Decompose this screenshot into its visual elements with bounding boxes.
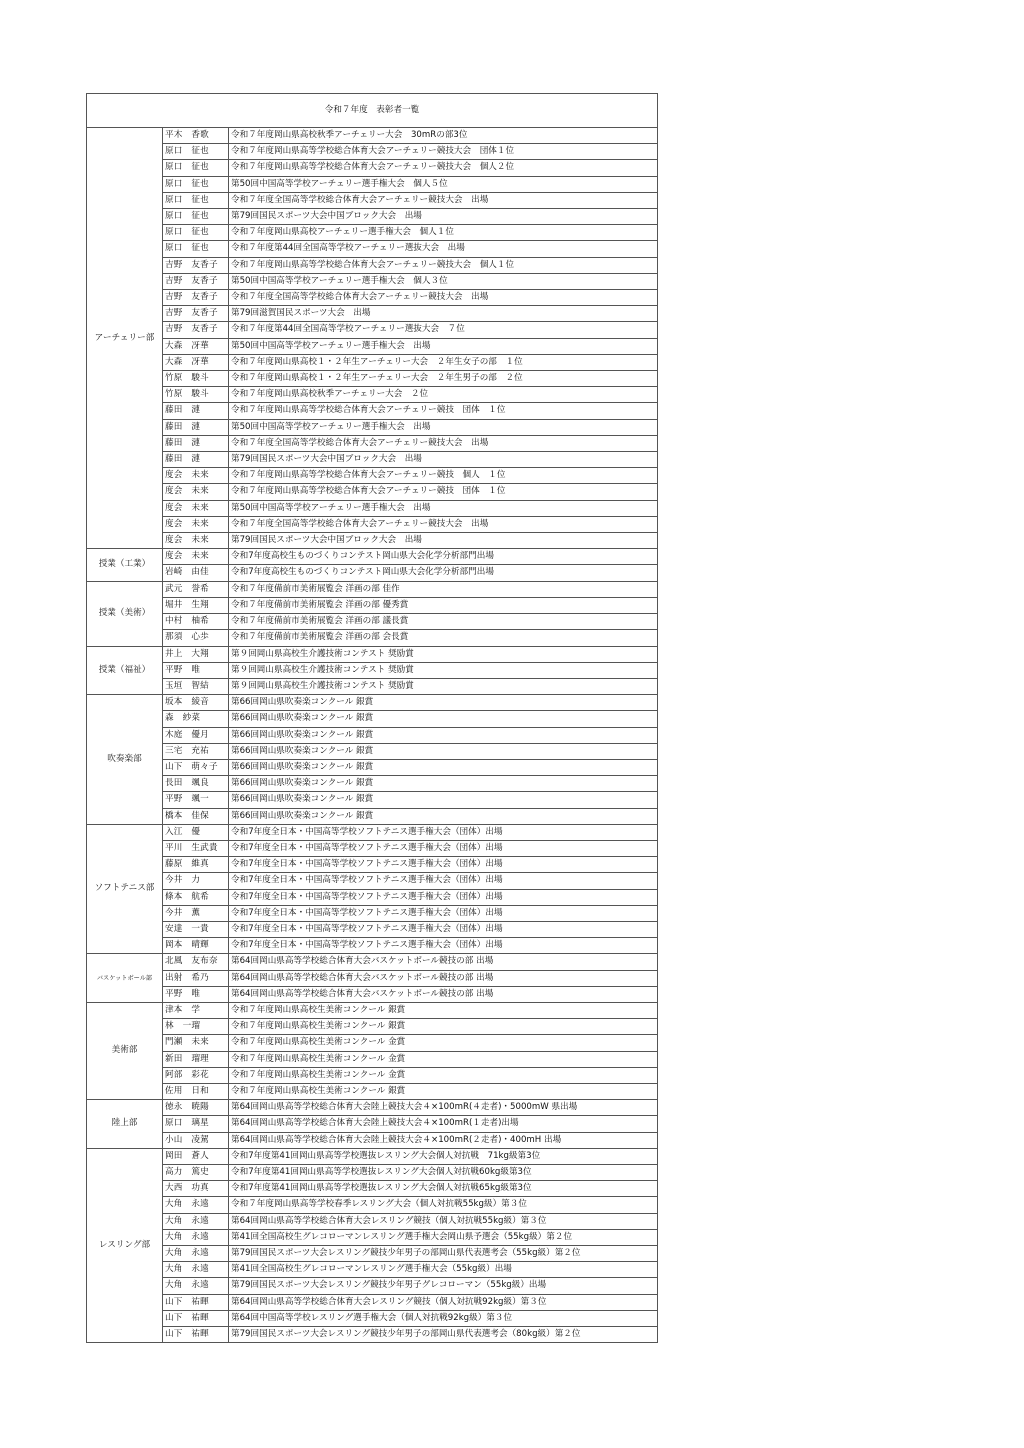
award-cell: 第９回岡山県高校生介護技術コンテスト 奨励賞 (229, 662, 658, 678)
table-row (87, 808, 658, 824)
name-cell: 吉野 友香子 (163, 290, 229, 306)
table-row (87, 1019, 658, 1035)
name-cell: 大角 永遠 (163, 1197, 229, 1213)
award-cell: 令和７年度第44回全国高等学校アーチェリー選抜大会 出場 (229, 241, 658, 257)
table-row (87, 840, 658, 856)
table-row (87, 468, 658, 484)
name-cell: 大森 冴華 (163, 354, 229, 370)
name-cell: 竹原 駿斗 (163, 387, 229, 403)
award-cell: 第79回滋賀国民スポーツ大会 出場 (229, 306, 658, 322)
table-row (87, 759, 658, 775)
award-cell: 第50回中国高等学校アーチェリー選手権大会 出場 (229, 419, 658, 435)
award-cell: 第79回国民スポーツ大会レスリング競技少年男子の部岡山県代表選考会（80kg級）第２位 (229, 1327, 658, 1343)
award-cell: 第66回岡山県吹奏楽コンクール 銀賞 (229, 792, 658, 808)
table-row (87, 257, 658, 273)
award-cell: 第50回中国高等学校アーチェリー選手権大会 出場 (229, 338, 658, 354)
award-cell: 令和７年度岡山県高校生美術コンクール 金賞 (229, 1051, 658, 1067)
award-cell: 令和７年度岡山県高校生美術コンクール 銀賞 (229, 1083, 658, 1099)
award-cell: 第50回中国高等学校アーチェリー選手権大会 個人５位 (229, 176, 658, 192)
name-cell: 林 一瑠 (163, 1019, 229, 1035)
name-cell: 度会 未来 (163, 468, 229, 484)
name-cell: 出射 希乃 (163, 970, 229, 986)
name-cell: 吉野 友香子 (163, 306, 229, 322)
name-cell: 度会 未来 (163, 549, 229, 565)
table-row (87, 1035, 658, 1051)
award-cell: 第66回岡山県吹奏楽コンクール 銀賞 (229, 743, 658, 759)
table-row (87, 1002, 658, 1018)
table-row (87, 970, 658, 986)
award-cell: 令和７年度岡山県高校１・２年生アーチェリー大会 ２年生女子の部 １位 (229, 354, 658, 370)
award-cell: 令和7年度全日本・中国高等学校ソフトテニス選手権大会（団体）出場 (229, 840, 658, 856)
award-cell: 令和７年度岡山県高等学校総合体育大会アーチェリー競技大会 個人２位 (229, 160, 658, 176)
award-cell: 令和7年度全日本・中国高等学校ソフトテニス選手権大会（団体）出場 (229, 938, 658, 954)
name-cell: 武元 誉希 (163, 581, 229, 597)
award-cell: 第79回国民スポーツ大会中国ブロック大会 出場 (229, 452, 658, 468)
table-row (87, 695, 658, 711)
table-row (87, 792, 658, 808)
award-cell: 令和７年度岡山県高等学校総合体育大会アーチェリー競技大会 個人１位 (229, 257, 658, 273)
award-cell: 第66回岡山県吹奏楽コンクール 銀賞 (229, 695, 658, 711)
title-row (87, 94, 658, 128)
category-cell: 陸上部 (87, 1100, 163, 1149)
name-cell: 吉野 友香子 (163, 273, 229, 289)
award-cell: 令和７年度備前市美術展覧会 洋画の部 佳作 (229, 581, 658, 597)
category-cell: 授業（工業） (87, 549, 163, 581)
name-cell: 原口 征也 (163, 176, 229, 192)
table-row (87, 986, 658, 1002)
award-cell: 第64回岡山県高等学校総合体育大会レスリング競技（個人対抗戦55kg級）第３位 (229, 1213, 658, 1229)
award-cell: 令和７年度岡山県高校１・２年生アーチェリー大会 ２年生男子の部 ２位 (229, 371, 658, 387)
award-cell: 令和７年度岡山県高校秋季アーチェリー大会 30mRの部3位 (229, 128, 658, 144)
table-row (87, 824, 658, 840)
name-cell: 平野 唯 (163, 986, 229, 1002)
name-cell: 山下 祐暉 (163, 1327, 229, 1343)
awards-table (86, 93, 658, 1343)
award-cell: 令和７年度岡山県高校生美術コンクール 銀賞 (229, 1002, 658, 1018)
name-cell: 三宅 充祐 (163, 743, 229, 759)
table-row (87, 921, 658, 937)
category-cell: レスリング部 (87, 1148, 163, 1342)
category-cell: 授業（福祉） (87, 646, 163, 695)
name-cell: 藤田 漣 (163, 452, 229, 468)
category-cell: バスケットボール部 (87, 954, 163, 1003)
award-cell: 令和７年度岡山県高等学校春季レスリング大会（個人対抗戦55kg級）第３位 (229, 1197, 658, 1213)
table-row (87, 435, 658, 451)
table-row (87, 273, 658, 289)
award-cell: 第64回岡山県高等学校総合体育大会陸上競技大会４×100mR(１走者)出場 (229, 1116, 658, 1132)
table-row (87, 1083, 658, 1099)
name-cell: 原口 征也 (163, 209, 229, 225)
table-row (87, 873, 658, 889)
name-cell: 今井 薫 (163, 905, 229, 921)
name-cell: 今井 力 (163, 873, 229, 889)
name-cell: 新田 瑠理 (163, 1051, 229, 1067)
name-cell: 平野 唯 (163, 662, 229, 678)
table-row (87, 938, 658, 954)
award-cell: 令和7年度全日本・中国高等学校ソフトテニス選手権大会（団体）出場 (229, 857, 658, 873)
award-cell: 令和７年度全国高等学校総合体育大会アーチェリー競技大会 出場 (229, 192, 658, 208)
name-cell: 吉野 友香子 (163, 257, 229, 273)
award-cell: 令和7年度全日本・中国高等学校ソフトテニス選手権大会（団体）出場 (229, 889, 658, 905)
award-cell: 令和７年度岡山県高等学校総合体育大会アーチェリー競技 団体 １位 (229, 403, 658, 419)
name-cell: 藤田 漣 (163, 435, 229, 451)
table-row (87, 1310, 658, 1326)
name-cell: 原口 征也 (163, 241, 229, 257)
award-cell: 令和７年度岡山県高校アーチェリー選手権大会 個人１位 (229, 225, 658, 241)
name-cell: 岩崎 由佳 (163, 565, 229, 581)
table-row (87, 1116, 658, 1132)
award-cell: 第50回中国高等学校アーチェリー選手権大会 個人３位 (229, 273, 658, 289)
award-cell: 令和７年度全国高等学校総合体育大会アーチェリー競技大会 出場 (229, 290, 658, 306)
name-cell: 大角 永遠 (163, 1213, 229, 1229)
name-cell: 度会 未来 (163, 500, 229, 516)
award-cell: 第79回国民スポーツ大会レスリング競技少年男子の部岡山県代表選考会（55kg級）第２位 (229, 1246, 658, 1262)
name-cell: 阿部 彩花 (163, 1067, 229, 1083)
table-row (87, 565, 658, 581)
name-cell: 小山 凌駕 (163, 1132, 229, 1148)
table-row (87, 338, 658, 354)
table-row (87, 1051, 658, 1067)
table-row (87, 889, 658, 905)
table-row (87, 354, 658, 370)
name-cell: 橋本 佳保 (163, 808, 229, 824)
award-cell: 令和７年度第44回全国高等学校アーチェリー選抜大会 ７位 (229, 322, 658, 338)
award-cell: 第41回全国高校生グレコローマンレスリング選手権大会岡山県予選会（55kg級）第２位 (229, 1229, 658, 1245)
name-cell: 津本 学 (163, 1002, 229, 1018)
table-row (87, 144, 658, 160)
table-row (87, 549, 658, 565)
table-row (87, 776, 658, 792)
table-row (87, 1229, 658, 1245)
award-cell: 令和７年度岡山県高等学校総合体育大会アーチェリー競技 個人 １位 (229, 468, 658, 484)
table-row (87, 711, 658, 727)
award-cell: 第66回岡山県吹奏楽コンクール 銀賞 (229, 808, 658, 824)
award-cell: 令和7年度第41回岡山県高等学校選抜レスリング大会個人対抗戦 71kg級第3位 (229, 1148, 658, 1164)
name-cell: 高力 篤史 (163, 1165, 229, 1181)
award-cell: 令和７年度全国高等学校総合体育大会アーチェリー競技大会 出場 (229, 516, 658, 532)
name-cell: 度会 未来 (163, 516, 229, 532)
table-row (87, 1327, 658, 1343)
table-row (87, 1213, 658, 1229)
name-cell: 堀井 生翔 (163, 597, 229, 613)
name-cell: 大角 永遠 (163, 1278, 229, 1294)
award-cell: 令和7年度第41回岡山県高等学校選抜レスリング大会個人対抗戦60kg級第3位 (229, 1165, 658, 1181)
award-cell: 第64回中国高等学校レスリング選手権大会（個人対抗戦92kg級）第３位 (229, 1310, 658, 1326)
table-row (87, 630, 658, 646)
name-cell: 井上 大翔 (163, 646, 229, 662)
table-row (87, 209, 658, 225)
name-cell: 大角 永遠 (163, 1262, 229, 1278)
name-cell: 入江 優 (163, 824, 229, 840)
table-row (87, 192, 658, 208)
award-cell: 令和７年度岡山県高校生美術コンクール 金賞 (229, 1067, 658, 1083)
award-cell: 令和７年度岡山県高校秋季アーチェリー大会 ２位 (229, 387, 658, 403)
table-row (87, 176, 658, 192)
table-row (87, 1067, 658, 1083)
award-cell: 令和７年度全国高等学校総合体育大会アーチェリー競技大会 出場 (229, 435, 658, 451)
table-row (87, 905, 658, 921)
page-title: 令和７年度 表彰者一覧 (87, 94, 658, 128)
award-cell: 令和７年度岡山県高校生美術コンクール 銀賞 (229, 1019, 658, 1035)
name-cell: 度会 未来 (163, 533, 229, 549)
award-cell: 第９回岡山県高校生介護技術コンテスト 奨励賞 (229, 646, 658, 662)
name-cell: 安達 一貴 (163, 921, 229, 937)
name-cell: 大角 永遠 (163, 1246, 229, 1262)
table-row (87, 581, 658, 597)
award-cell: 第64回岡山県高等学校総合体育大会陸上競技大会４×100mR(４走者)・5000mW 県出場 (229, 1100, 658, 1116)
name-cell: 岡田 蒼人 (163, 1148, 229, 1164)
name-cell: 原口 征也 (163, 160, 229, 176)
name-cell: 條本 航希 (163, 889, 229, 905)
table-row (87, 371, 658, 387)
award-cell: 第64回岡山県高等学校総合体育大会バスケットボール競技の部 出場 (229, 954, 658, 970)
table-row (87, 500, 658, 516)
table-row (87, 225, 658, 241)
category-cell: ソフトテニス部 (87, 824, 163, 954)
award-cell: 令和７年度岡山県高校生美術コンクール 金賞 (229, 1035, 658, 1051)
name-cell: 山下 萌々子 (163, 759, 229, 775)
award-cell: 令和7年度全日本・中国高等学校ソフトテニス選手権大会（団体）出場 (229, 824, 658, 840)
award-cell: 第66回岡山県吹奏楽コンクール 銀賞 (229, 776, 658, 792)
table-row (87, 743, 658, 759)
table-row (87, 1246, 658, 1262)
name-cell: 藤原 維真 (163, 857, 229, 873)
table-row (87, 484, 658, 500)
table-row (87, 954, 658, 970)
award-cell: 第64回岡山県高等学校総合体育大会陸上競技大会４×100mR(２走者)・400mH 出場 (229, 1132, 658, 1148)
table-row (87, 403, 658, 419)
table-row (87, 387, 658, 403)
category-cell: アーチェリー部 (87, 128, 163, 549)
name-cell: 平木 香歌 (163, 128, 229, 144)
table-row (87, 322, 658, 338)
name-cell: 中村 柚希 (163, 614, 229, 630)
name-cell: 坂本 綾音 (163, 695, 229, 711)
award-cell: 令和７年度備前市美術展覧会 洋画の部 優秀賞 (229, 597, 658, 613)
table-row (87, 1278, 658, 1294)
name-cell: 門瀬 未来 (163, 1035, 229, 1051)
award-cell: 第66回岡山県吹奏楽コンクール 銀賞 (229, 711, 658, 727)
name-cell: 平川 生武貴 (163, 840, 229, 856)
name-cell: 原口 征也 (163, 225, 229, 241)
table-row (87, 662, 658, 678)
name-cell: 大角 永遠 (163, 1229, 229, 1245)
award-cell: 第79回国民スポーツ大会レスリング競技少年男子グレコローマン（55kg級）出場 (229, 1278, 658, 1294)
table-row (87, 1294, 658, 1310)
table-row (87, 857, 658, 873)
award-cell: 第50回中国高等学校アーチェリー選手権大会 出場 (229, 500, 658, 516)
award-cell: 令和7年度全日本・中国高等学校ソフトテニス選手権大会（団体）出場 (229, 905, 658, 921)
name-cell: 原口 征也 (163, 144, 229, 160)
award-cell: 令和7年度高校生ものづくりコンテスト岡山県大会化学分析部門出場 (229, 549, 658, 565)
award-cell: 令和７年度岡山県高等学校総合体育大会アーチェリー競技 団体 １位 (229, 484, 658, 500)
table-row (87, 1197, 658, 1213)
name-cell: 藤田 漣 (163, 403, 229, 419)
name-cell: 竹原 駿斗 (163, 371, 229, 387)
table-row (87, 452, 658, 468)
award-cell: 第９回岡山県高校生介護技術コンテスト 奨励賞 (229, 678, 658, 694)
table-row (87, 290, 658, 306)
award-cell: 第64回岡山県高等学校総合体育大会バスケットボール競技の部 出場 (229, 986, 658, 1002)
award-cell: 令和7年度高校生ものづくりコンテスト岡山県大会化学分析部門出場 (229, 565, 658, 581)
name-cell: 大西 功真 (163, 1181, 229, 1197)
name-cell: 那須 心歩 (163, 630, 229, 646)
award-cell: 第64回岡山県高等学校総合体育大会バスケットボール競技の部 出場 (229, 970, 658, 986)
award-cell: 第79回国民スポーツ大会中国ブロック大会 出場 (229, 533, 658, 549)
name-cell: 北風 友布奈 (163, 954, 229, 970)
name-cell: 木庭 優月 (163, 727, 229, 743)
name-cell: 平野 颯一 (163, 792, 229, 808)
award-cell: 第64回岡山県高等学校総合体育大会レスリング競技（個人対抗戦92kg級）第３位 (229, 1294, 658, 1310)
name-cell: 岡本 晴輝 (163, 938, 229, 954)
name-cell: 原口 璃星 (163, 1116, 229, 1132)
award-cell: 令和7年度全日本・中国高等学校ソフトテニス選手権大会（団体）出場 (229, 921, 658, 937)
table-row (87, 241, 658, 257)
table-row (87, 160, 658, 176)
name-cell: 森 紗菜 (163, 711, 229, 727)
name-cell: 藤田 漣 (163, 419, 229, 435)
table-row (87, 128, 658, 144)
name-cell: 山下 祐暉 (163, 1310, 229, 1326)
name-cell: 吉野 友香子 (163, 322, 229, 338)
table-row (87, 727, 658, 743)
award-cell: 令和7年度全日本・中国高等学校ソフトテニス選手権大会（団体）出場 (229, 873, 658, 889)
table-row (87, 1100, 658, 1116)
table-row (87, 1132, 658, 1148)
award-cell: 第79回国民スポーツ大会中国ブロック大会 出場 (229, 209, 658, 225)
category-cell: 美術部 (87, 1002, 163, 1099)
name-cell: 徳永 暁陽 (163, 1100, 229, 1116)
table-row (87, 1165, 658, 1181)
name-cell: 原口 征也 (163, 192, 229, 208)
award-cell: 令和７年度備前市美術展覧会 洋画の部 議長賞 (229, 614, 658, 630)
table-row (87, 306, 658, 322)
award-cell: 第66回岡山県吹奏楽コンクール 銀賞 (229, 759, 658, 775)
table-row (87, 419, 658, 435)
name-cell: 佐用 日和 (163, 1083, 229, 1099)
table-row (87, 614, 658, 630)
table-row (87, 646, 658, 662)
award-cell: 第66回岡山県吹奏楽コンクール 銀賞 (229, 727, 658, 743)
award-cell: 第41回全国高校生グレコローマンレスリング選手権大会（55kg級）出場 (229, 1262, 658, 1278)
category-cell: 授業（美術） (87, 581, 163, 646)
award-cell: 令和７年度岡山県高等学校総合体育大会アーチェリー競技大会 団体１位 (229, 144, 658, 160)
table-row (87, 533, 658, 549)
name-cell: 玉垣 智結 (163, 678, 229, 694)
award-cell: 令和７年度備前市美術展覧会 洋画の部 会長賞 (229, 630, 658, 646)
name-cell: 山下 祐暉 (163, 1294, 229, 1310)
table-row (87, 1181, 658, 1197)
table-row (87, 597, 658, 613)
table-row (87, 1148, 658, 1164)
table-row (87, 1262, 658, 1278)
table-row (87, 678, 658, 694)
award-cell: 令和7年度第41回岡山県高等学校選抜レスリング大会個人対抗戦65kg級第3位 (229, 1181, 658, 1197)
name-cell: 大森 冴華 (163, 338, 229, 354)
category-cell: 吹奏楽部 (87, 695, 163, 825)
name-cell: 度会 未来 (163, 484, 229, 500)
table-row (87, 516, 658, 532)
name-cell: 長田 颯良 (163, 776, 229, 792)
